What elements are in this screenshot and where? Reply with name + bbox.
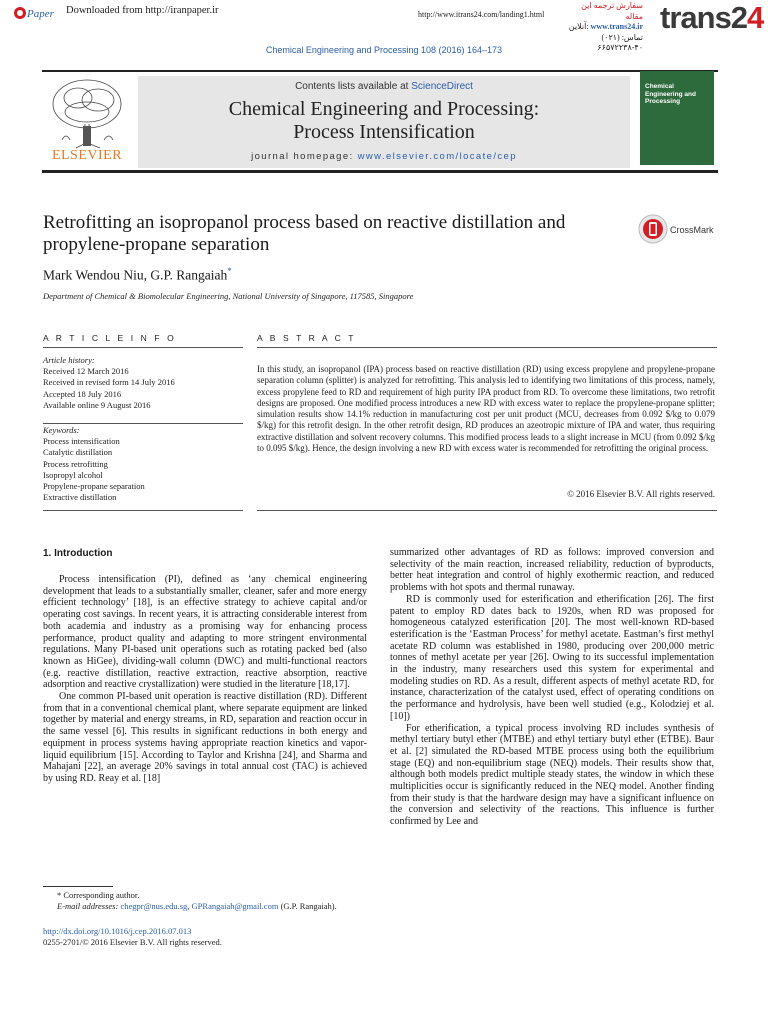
- article-title: Retrofitting an isopropanol process based on reactive distillation and propylene-propane separation: [43, 212, 566, 255]
- journal-title: [138, 98, 630, 144]
- corresponding-author-note: * Corresponding author.: [57, 890, 140, 900]
- article-info-rule-bottom: [43, 510, 243, 511]
- journal-title-line2: Process Intensification: [293, 121, 475, 143]
- abstract-rule-bottom: [257, 510, 717, 511]
- journal-cover-title: Chemical Engineering and Processing: [645, 83, 696, 105]
- journal-homepage-line: [138, 151, 630, 162]
- abstract-copyright: © 2016 Elsevier B.V. All rights reserved.: [567, 489, 715, 499]
- iranpaper-download-text[interactable]: Downloaded from http://iranpaper.ir: [66, 5, 219, 16]
- article-info-rule: [43, 347, 243, 348]
- footnote-rule: [43, 886, 113, 887]
- journal-citation[interactable]: Chemical Engineering and Processing 108 (2016) 164–173: [265, 45, 503, 55]
- body-column-left: [43, 574, 367, 785]
- body-paragraph: One common PI-based unit operation is reactive distillation (RD). Different from that in a conventional chemical plant, where separate equipment are linked together by material and energy streams, in RD, separation and reaction occur in the same vessel [6]. This results in significant reductions in both energy and equipment in process systems having appropriate reaction kinetics and vapor-liquid equilibrium [15]. According to Taylor and Krishna [24], and Sharma and Mahajani [22], an average 20% savings in total annual cost (TAC) is achieved by using RD. Reay et al. [18]: [43, 691, 367, 784]
- crossmark-icon[interactable]: [638, 214, 668, 244]
- body-paragraph: For etherification, a typical process involving RD includes synthesis of methyl tertiary butyl ether (MTBE) and ethyl tertiary butyl ether (ETBE). Baur et al. [2] simulated the RD-based MTBE process using both the equilibrium stage (EQ) and non-equilibrium stage (NEQ) models. Their results show that, although both models predict multiple steady states, the window in which these multiplicities occur is significantly reduced in the NEQ model. Another finding from their study is that the hardware design may have a significant influence on the conversion and selectivity of the reactions. This influence is further confirmed by Lee and: [390, 722, 714, 828]
- author-names: Mark Wendou Niu, G.P. Rangaiah: [43, 267, 228, 283]
- body-paragraph: Process intensification (PI), defined as ‘any chemical engineering development that leads to a substantially smaller, cleaner, safer and more energy efficient technology’ [18], is an effective strategy to achieve capital and/or operating cost savings. In recent years, it is attracting considerable interest from both academia and industry as a promising way for enhancing process performance, product quality and adapting to more stringent environmental regulations. Many PI-based unit operations such as rotating packed bed (also known as HiGee), dividing-wall column (DWC) and multi-functional reactors (e.g. reactive distillation, reactive extraction, reactive absorption, reactive adsorption and reactive crystallization) were studied in the literature [18,17].: [43, 574, 367, 691]
- abstract-text: In this study, an isopropanol (IPA) process based on reactive distillation (RD) using excess propylene and propylene-propane separation column (splitter) is analyzed for retrofitting. This analysis led to identifying two limitations of this process, namely, excess propylene feed to RD and requirement of high purity IPA product from RD. To overcome these limitations, two retrofit designs are proposed. One modified process introduces a new RD with excess water to replace the propylene-propane splitter; simulation results show 14.1% reduction in manufacturing cost per unit product (MCU, decreases from 0.092 $/kg to 0.079 $/kg) for this retrofit design. In the other retrofit design, RD produces an azeotropic mixture of IPA and water, thus requiring extractive distillation and solvent recovery columns. This modified process leads to a slight increase in MCU (from 0.092 $/kg to 0.095 $/kg). Hence, the design involving a new RD with excess water is recommended for retrofitting the original process.: [257, 364, 715, 454]
- iranpaper-logo-text: Paper: [27, 8, 54, 20]
- email-link-2[interactable]: GPRangaiah@gmail.com: [191, 901, 279, 911]
- trans24-order-line: سفارش ترجمه این مقاله: [581, 1, 643, 21]
- abstract-heading: A B S T R A C T: [257, 333, 357, 343]
- author-list: [43, 266, 232, 284]
- journal-title-line1: Chemical Engineering and Processing:: [228, 98, 540, 120]
- abstract-rule: [257, 347, 717, 348]
- header-rule-top: [42, 70, 718, 72]
- keyword-item: Process intensification: [43, 436, 120, 447]
- email-addresses: [43, 901, 367, 912]
- footnotes: [43, 890, 367, 912]
- trans24-logo-main: trans2: [660, 0, 748, 35]
- keywords-list: [43, 425, 243, 503]
- keywords-label: Keywords:: [43, 425, 80, 435]
- crossmark-label[interactable]: CrossMark: [670, 225, 714, 235]
- iranpaper-logo-icon: [12, 4, 62, 22]
- contents-prefix: Contents lists available at: [295, 81, 412, 92]
- article-history: [43, 355, 243, 411]
- contents-available-line: [138, 81, 630, 92]
- trans24-online-line[interactable]: [565, 22, 643, 33]
- trans24-logo-accent: 4: [747, 0, 764, 35]
- article-info-heading: A R T I C L E I N F O: [43, 333, 177, 343]
- keyword-item: Propylene-propane separation: [43, 481, 145, 492]
- keyword-item: Extractive distillation: [43, 492, 117, 503]
- body-paragraph-continued: summarized other advantages of RD as follows: improved conversion and selectivity of the main reaction, increased reliability, reduction of byproducts, better heat integration and control of highly exothermic reaction, and reduced problems with hot spots and thermal runaway.: [390, 547, 714, 594]
- email-separator: ,: [187, 901, 192, 911]
- sciencedirect-link[interactable]: ScienceDirect: [411, 81, 473, 92]
- trans24-online-label: آنلاین:: [568, 22, 589, 31]
- keyword-item: Process retrofitting: [43, 458, 108, 469]
- doi-block: [43, 926, 367, 948]
- trans24-url[interactable]: http://www.itrans24.com/landing1.html: [418, 10, 545, 19]
- trans24-site[interactable]: www.trans24.ir: [590, 22, 643, 31]
- article-history-label: Article history:: [43, 355, 95, 365]
- email-link-1[interactable]: chegpr@nus.edu.sg: [120, 901, 188, 911]
- history-entry: Received in revised form 14 July 2016: [43, 377, 175, 388]
- trans24-logo[interactable]: [660, 0, 763, 36]
- homepage-link[interactable]: www.elsevier.com/locate/cep: [357, 151, 517, 162]
- email-suffix: (G.P. Rangaiah).: [278, 901, 337, 911]
- body-paragraph: RD is commonly used for esterification and etherification [26]. The first patent to employ RD dates back to 1920s, when RD was proposed for homogeneous catalyzed esterification [20]. The most well-known RD-based esterification is the ‘Eastman Process’ for methyl acetate. Eastman’s first methyl acetate RD column was established in 1980, producing over 200,000 metric tonnes of methyl acetate per year [26]. Owing to its successful implementation in the industry, many researchers used this system for experimental and modeling studies on RD. As a result, different aspects of methyl acetate RD, for instance, characterization of the catalyst used, effect of operating conditions on the performance and hydrolysis, have been well studied (e.g., Kolodziej et al. [10]): [390, 593, 714, 722]
- keyword-item: Isopropyl alcohol: [43, 469, 103, 480]
- homepage-prefix: journal homepage:: [251, 151, 358, 162]
- issn-line: 0255-2701/© 2016 Elsevier B.V. All rights reserved.: [43, 937, 222, 947]
- corresponding-author-mark[interactable]: *: [227, 266, 232, 276]
- keyword-item: Catalytic distillation: [43, 447, 113, 458]
- history-entry: Accepted 18 July 2016: [43, 388, 122, 399]
- email-label: E-mail addresses:: [57, 901, 121, 911]
- trans24-phone-line: تماس: (۰۲۱) ۴۰-۶۶۵۷۲۲۳۸: [597, 32, 643, 52]
- history-entry: Received 12 March 2016: [43, 366, 129, 377]
- publisher-wordmark: ELSEVIER: [51, 148, 123, 163]
- body-column-right: [390, 547, 714, 828]
- author-affiliation: Department of Chemical & Biomolecular Engineering, National University of Singapore, 117585, Singapore: [43, 291, 414, 301]
- header-rule-bottom: [42, 170, 718, 173]
- history-entry: Available online 9 August 2016: [43, 399, 151, 410]
- section-heading-introduction: 1. Introduction: [43, 548, 113, 559]
- keywords-rule: [43, 423, 243, 424]
- doi-link[interactable]: http://dx.doi.org/10.1016/j.cep.2016.07.013: [43, 926, 192, 936]
